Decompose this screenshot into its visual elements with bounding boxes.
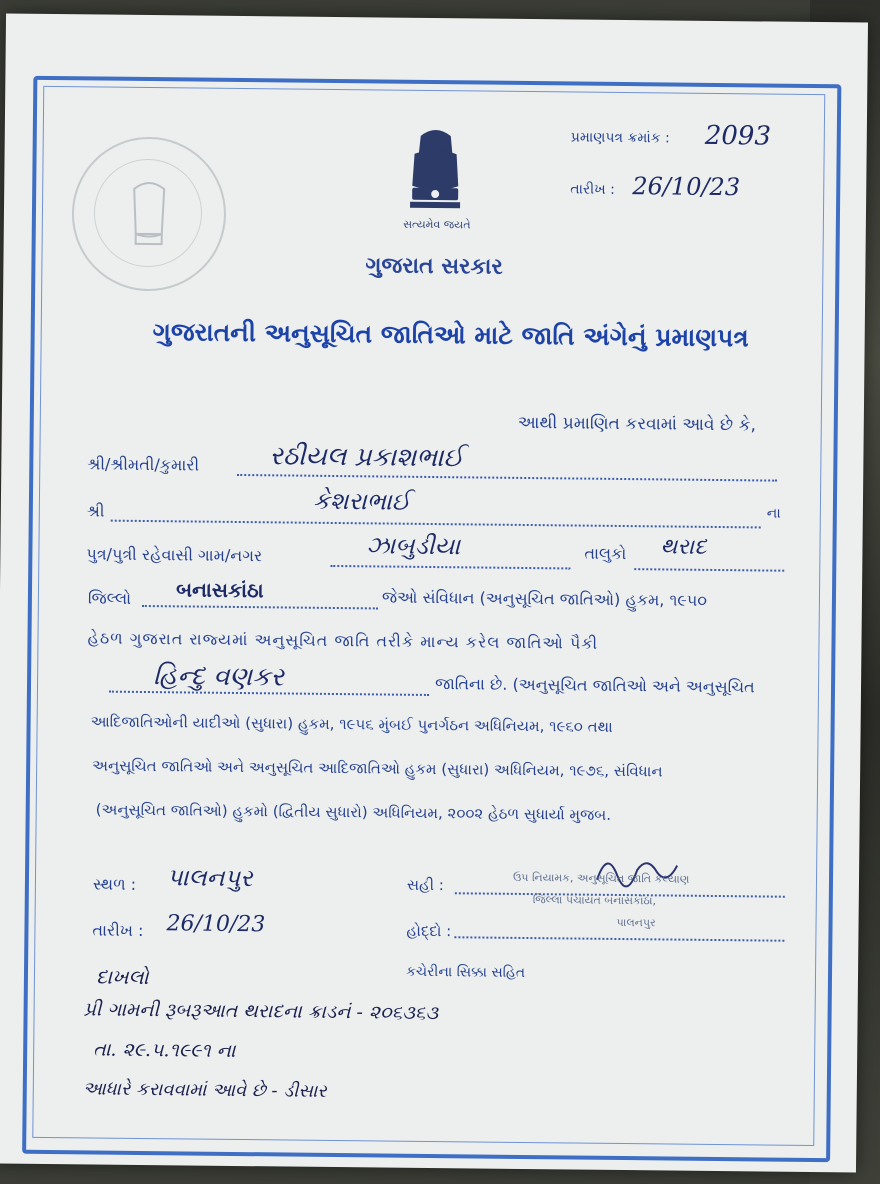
resident-label: પુત્ર/પુત્રી રહેવાસી ગામ/નગર [86, 544, 263, 566]
father-label: શ્રી [86, 501, 105, 521]
issue-date-value: 26/10/23 [632, 172, 741, 202]
handwritten-note-4: આધારે કરાવવામાં આવે છે - ડીસાર [82, 1078, 327, 1102]
stamp-line-3: પાલનપુર [616, 915, 656, 930]
ashoka-emblem-icon [400, 126, 471, 217]
certificate-number-label: પ્રમાણપત્ર ક્રમાંક : [570, 129, 670, 147]
stamp-line-2: જિલ્લા પંચાયત બનાસકાંઠા, [532, 893, 657, 908]
name-label: શ્રી/શ્રીમતી/કુમારી [87, 454, 200, 475]
taluka-value: થરાદ [660, 534, 707, 560]
clause-line-4: જેઓ સંવિધાન (અનુસૂચિત જાતિઓ) હુકમ, ૧૯૫૦ [381, 587, 708, 610]
clause-line-6: જાતિના છે. (અનુસૂચિત જાતિઓ અને અનુસૂચિત [434, 674, 755, 697]
office-seal-icon [71, 136, 227, 292]
issue-date-label: તારીખ : [570, 181, 615, 198]
clause-line-8: અનુસૂચિત જાતિઓ અને અનુસૂચિત આદિજાતિઓ હુકમ (સુધારા) અધિનિયમ, ૧૯૭૬, સંવિધાન [92, 756, 663, 781]
district-label: જિલ્લો [87, 588, 132, 608]
footer-date-value: 26/10/23 [166, 911, 266, 938]
government-heading: ગુજરાત સરકાર [365, 253, 503, 280]
handwritten-note-3: તા. ૨૯.૫.૧૯૯૧ ના [93, 1038, 236, 1062]
certificate-paper [0, 14, 868, 1173]
footer-date-label: તારીખ : [92, 920, 144, 941]
name-value: રઠીયલ પ્રકાશભાઈ [269, 441, 464, 474]
stamp-line-1: ઉપ નિયામક, અનુસૂચિત જાતિ કલ્યાણ [512, 870, 690, 886]
clause-line-9: (અનુસૂચિત જાતિઓ) હુકમો (દ્વિતીય સુધારો) અધિનિયમ, ૨૦૦૨ હેઠળ સુધાર્યા મુજબ. [95, 800, 612, 824]
designation-label: હોદ્દો : [406, 921, 452, 941]
place-value: પાલનપુર [166, 863, 253, 893]
district-value: બનાસકાંઠા [175, 577, 264, 603]
office-seal-label: કચેરીના સિક્કા સહિત [405, 963, 526, 982]
clause-line-5: હેઠળ ગુજરાત રાજ્યમાં અનુસૂચિત જાતિ તરીકે માન્ય કરેલ જાતિઓ પૈકી [87, 628, 599, 653]
caste-value: હિન્દુ વણકર [152, 661, 285, 693]
emblem-motto: સત્યમેવ જયતે [403, 217, 471, 232]
certify-intro: આથી પ્રમાણિત કરવામાં આવે છે કે, [517, 412, 757, 436]
clause-line-7: આદિજાતિઓની યાદીઓ (સુધારા) હુકમ, ૧૯૫૬ મુંબઈ પુનર્ગઠન અધિનિયમ, ૧૯૬૦ તથા [90, 712, 613, 736]
place-label: સ્થળ : [92, 874, 137, 894]
village-value: ઝાબુડીયા [366, 531, 461, 561]
father-suffix: ના [766, 505, 781, 522]
certificate-number-value: 2093 [704, 120, 772, 152]
taluka-label: તાલુકો [584, 543, 627, 564]
father-name-value: કેશરાભાઈ [312, 486, 411, 516]
certificate-title: ગુજરાતની અનુસૂચિત જાતિઓ માટે જાતિ અંગેનું પ્રમાણપત્ર [152, 317, 749, 353]
handwritten-note-2: પ્રી ગામની રૂબરૂઆત થરાદના ક્રાડનં - ૨૦૬૩૬૩ [83, 998, 439, 1025]
signature-label: સહી : [406, 875, 444, 895]
handwritten-note-1: દાખલો [95, 964, 149, 990]
